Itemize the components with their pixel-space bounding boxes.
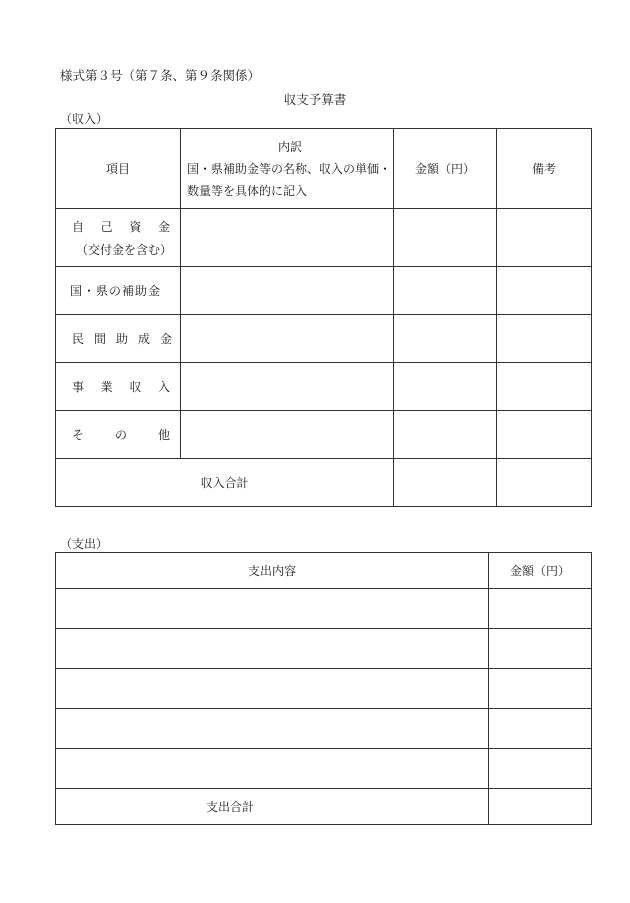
- income-row-business: [56, 363, 592, 411]
- header-breakdown-title: 内訳: [277, 139, 302, 154]
- char: 間: [93, 332, 106, 346]
- income-total-row: [56, 459, 592, 507]
- char: 自: [72, 219, 85, 234]
- cell-remarks[interactable]: [497, 315, 592, 363]
- row-sublabel-own-funds: （交付金を含む）: [76, 242, 173, 257]
- header-remarks: 備考: [497, 129, 592, 209]
- char: 入: [157, 380, 170, 394]
- expense-row: [56, 629, 592, 669]
- cell-breakdown[interactable]: [181, 411, 394, 459]
- cell-expense-amount[interactable]: [489, 589, 592, 629]
- income-header-row: [56, 129, 592, 209]
- cell-amount[interactable]: [394, 363, 497, 411]
- cell-expense-content[interactable]: [56, 629, 489, 669]
- char: 金: [157, 219, 170, 234]
- cell-amount[interactable]: [394, 209, 497, 267]
- document-title: 収支予算書: [283, 92, 347, 107]
- income-row-other: [56, 411, 592, 459]
- header-breakdown: [181, 129, 394, 209]
- income-total-amount[interactable]: [394, 459, 497, 507]
- expense-total-row: [56, 789, 592, 825]
- row-label-business: [56, 363, 181, 411]
- cell-breakdown[interactable]: [181, 209, 394, 267]
- income-section-label: （収入）: [60, 112, 109, 126]
- income-row-private-grant: [56, 315, 592, 363]
- form-number: 様式第３号（第７条、第９条関係）: [60, 68, 261, 83]
- header-item: 項目: [56, 129, 181, 209]
- char: 助: [115, 332, 128, 346]
- expense-total-label: 支出合計: [56, 789, 489, 825]
- cell-expense-content[interactable]: [56, 589, 489, 629]
- header-breakdown-line2: 国・県補助金等の名称、収入の単価・: [187, 161, 392, 176]
- char: 民: [72, 332, 85, 346]
- expense-total-amount[interactable]: [489, 789, 592, 825]
- cell-expense-amount[interactable]: [489, 629, 592, 669]
- expense-header-row: [56, 553, 592, 589]
- char: の: [114, 428, 127, 442]
- cell-remarks[interactable]: [497, 209, 592, 267]
- income-total-label: 収入合計: [56, 459, 394, 507]
- row-label-private-grant: [56, 315, 181, 363]
- cell-amount[interactable]: [394, 267, 497, 315]
- expense-row: [56, 709, 592, 749]
- cell-expense-content[interactable]: [56, 749, 489, 789]
- row-label-subsidy: 国・県の補助金: [56, 267, 181, 315]
- cell-amount[interactable]: [394, 411, 497, 459]
- income-row-own-funds: [56, 209, 592, 267]
- char: 収: [129, 380, 142, 394]
- row-label-other: [56, 411, 181, 459]
- header-expense-content: 支出内容: [56, 553, 489, 589]
- expense-table: [55, 552, 592, 825]
- expense-row: [56, 589, 592, 629]
- cell-remarks[interactable]: [497, 267, 592, 315]
- cell-expense-amount[interactable]: [489, 709, 592, 749]
- char: そ: [72, 428, 85, 442]
- cell-breakdown[interactable]: [181, 315, 394, 363]
- income-table: [55, 128, 592, 507]
- cell-expense-content[interactable]: [56, 669, 489, 709]
- char: 己: [100, 219, 113, 234]
- cell-expense-content[interactable]: [56, 709, 489, 749]
- char: 業: [100, 380, 113, 394]
- cell-remarks[interactable]: [497, 363, 592, 411]
- income-total-remarks[interactable]: [497, 459, 592, 507]
- row-label-own-funds: [56, 209, 181, 267]
- header-amount: 金額（円）: [394, 129, 497, 209]
- header-expense-amount: 金額（円）: [489, 553, 592, 589]
- char: 事: [72, 380, 85, 394]
- cell-amount[interactable]: [394, 315, 497, 363]
- char: 成: [137, 332, 150, 346]
- char: 金: [159, 332, 172, 346]
- cell-remarks[interactable]: [497, 411, 592, 459]
- cell-breakdown[interactable]: [181, 363, 394, 411]
- income-row-subsidy: [56, 267, 592, 315]
- char: 他: [157, 428, 170, 442]
- header-breakdown-line3: 数量等を具体的に記入: [187, 183, 308, 198]
- char: 資: [129, 219, 142, 234]
- expense-row: [56, 669, 592, 709]
- cell-breakdown[interactable]: [181, 267, 394, 315]
- expense-section-label: （支出）: [60, 537, 109, 551]
- cell-expense-amount[interactable]: [489, 749, 592, 789]
- cell-expense-amount[interactable]: [489, 669, 592, 709]
- expense-row: [56, 749, 592, 789]
